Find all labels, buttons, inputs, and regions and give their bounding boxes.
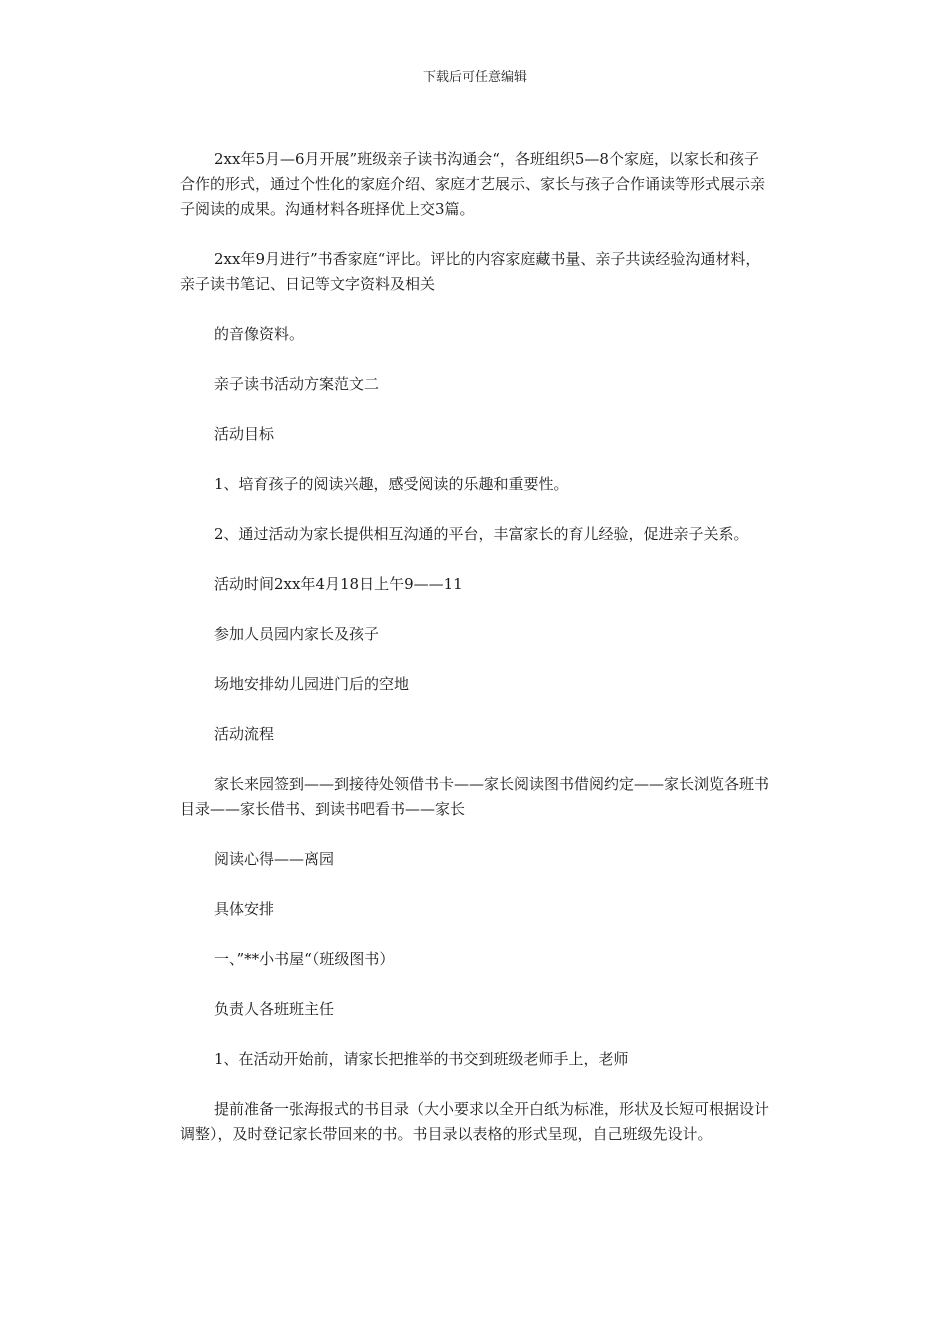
heading-activity-process: 活动流程 (214, 725, 275, 743)
heading-activity-goals: 活动目标 (214, 425, 275, 443)
participants: 参加人员园内家长及孩子 (214, 625, 380, 643)
goal-item-2: 2、通过活动为家长提供相互沟通的平台，丰富家长的育儿经验，促进亲子关系。 (214, 525, 749, 543)
person-in-charge: 负责人各班班主任 (214, 1000, 335, 1018)
arrangement-poster-catalog: 提前准备一张海报式的书目录（大小要求以全开白纸为标准，形状及长短可根据设计调整），及时登记家长带回来的书。书目录以表格的形式呈现，自己班级先设计。 (180, 1100, 770, 1143)
document-body (180, 147, 772, 1172)
page-header: 下载后可任意编辑 (422, 70, 527, 85)
process-steps-end: 阅读心得——离园 (214, 850, 335, 868)
paragraph-media-materials: 的音像资料。 (214, 325, 305, 343)
paragraph-reading-exchange: 2xx年5月—6月开展”班级亲子读书沟通会“，各班组织5—8个家庭，以家长和孩子合作的形式，通过个性化的家庭介绍、家庭才艺展示、家长与孩子合作诵读等形式展示亲子阅读的成果。沟通材料各班择优上交3篇。 (180, 150, 766, 218)
heading-specific-arrangement: 具体安排 (214, 900, 275, 918)
section-title-plan-two: 亲子读书活动方案范文二 (214, 375, 380, 393)
paragraph-family-award: 2xx年9月进行”书香家庭“评比。评比的内容家庭藏书量、亲子共读经验沟通材料，亲子读书笔记、日记等文字资料及相关 (180, 250, 761, 293)
arrangement-item-1: 1、在活动开始前，请家长把推举的书交到班级老师手上，老师 (214, 1050, 629, 1068)
activity-time: 活动时间2xx年4月18日上午9——11 (214, 575, 463, 593)
venue: 场地安排幼儿园进门后的空地 (214, 675, 410, 693)
process-steps: 家长来园签到——到接待处领借书卡——家长阅读图书借阅约定——家长浏览各班书目录——家长借书、到读书吧看书——家长 (180, 775, 770, 818)
goal-item-1: 1、培育孩子的阅读兴趣，感受阅读的乐趣和重要性。 (214, 475, 569, 493)
section-small-bookhouse: 一、”**小书屋“（班级图书） (214, 950, 395, 968)
